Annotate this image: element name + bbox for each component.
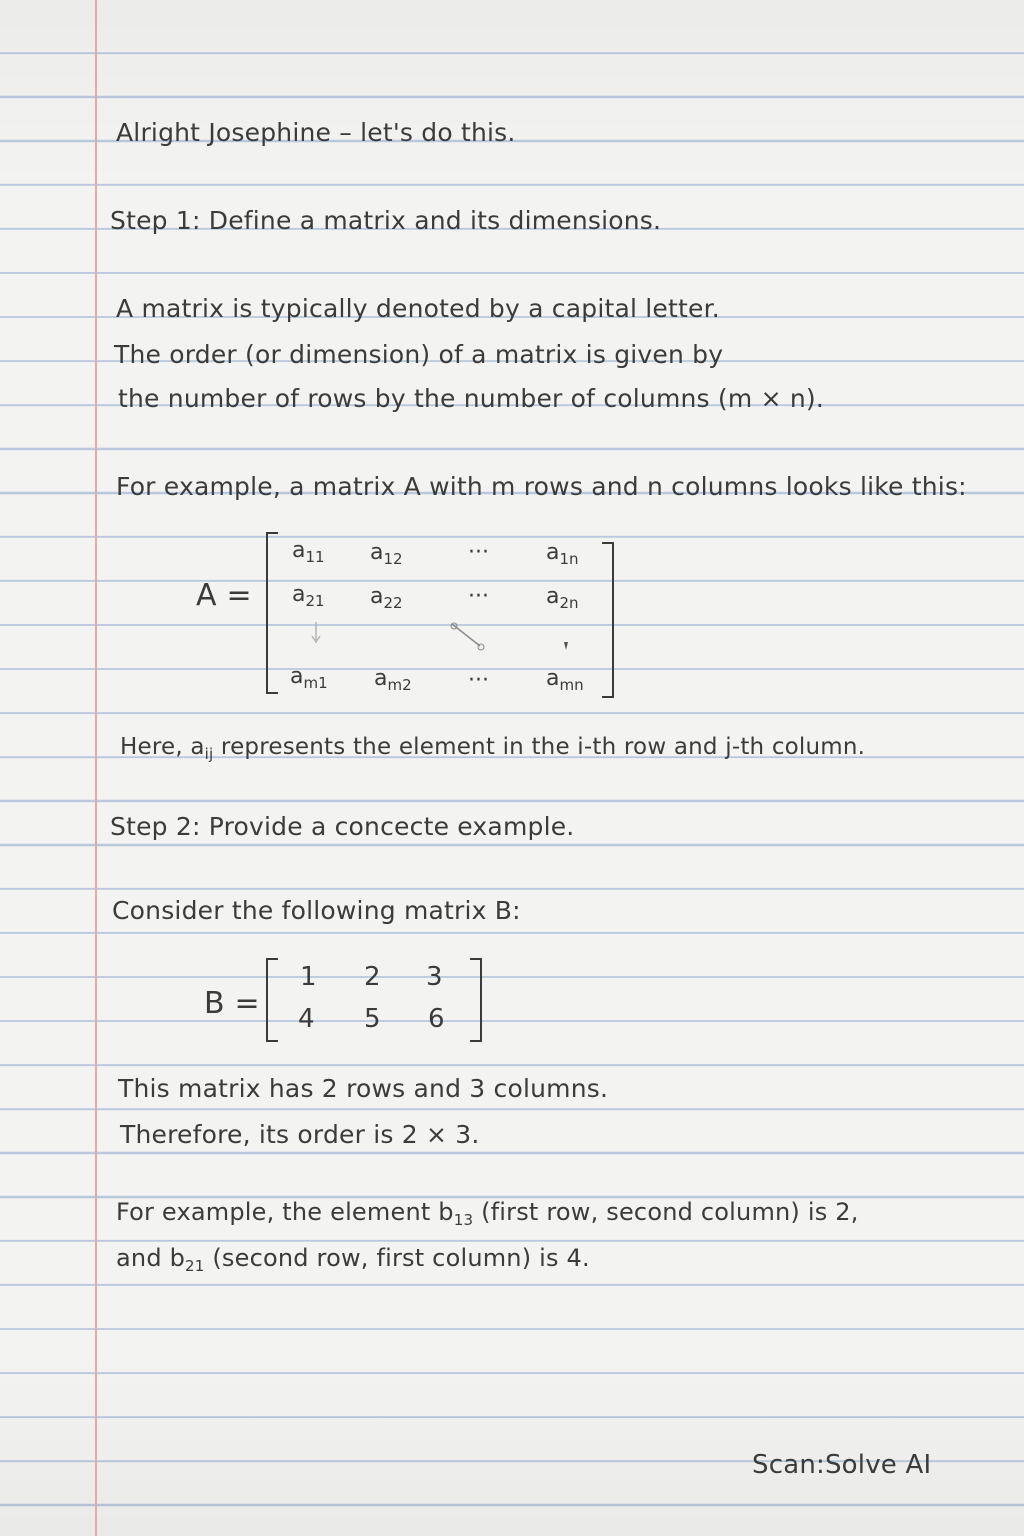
matrix-a-ellipsis-marks xyxy=(300,618,590,662)
matrix-b-cell-1-2: 2 xyxy=(364,962,381,992)
step1-heading: Step 1: Define a matrix and its dimensions. xyxy=(110,206,662,235)
matrix-b-right-bracket xyxy=(470,958,482,1042)
greeting: Alright Josephine – let's do this. xyxy=(116,118,516,147)
consider-line: Consider the following matrix B: xyxy=(112,896,521,925)
matrix-a-cell-1-1: $a_{11}$ xyxy=(292,538,325,566)
matrix-b-cell-2-2: 5 xyxy=(364,1004,381,1034)
margin-line xyxy=(95,0,97,1536)
matrix-a-cell-1-4: $a_{1n}$ xyxy=(546,540,579,568)
matrix-a-cell-1-3: ··· xyxy=(468,540,489,565)
matrix-a-cell-3-1: $a_{m1}$ xyxy=(290,664,328,692)
matrix-a-right-bracket xyxy=(602,542,614,698)
step1-line-2: The order (or dimension) of a matrix is given by xyxy=(114,340,724,369)
element-explanation: Here, $a_{ij}$ represents the element in the i-th row and j-th column. xyxy=(120,734,866,763)
matrix-a-cell-3-2: $a_{m2}$ xyxy=(374,666,412,694)
matrix-a-cell-2-2: $a_{22}$ xyxy=(370,584,403,612)
matrix-b-cell-1-1: 1 xyxy=(300,962,317,992)
element-example-line-1: For example, the element $b_{13}$ (first row, second column) is 2, xyxy=(116,1198,859,1229)
order-line: Therefore, its order is 2 × 3. xyxy=(120,1120,480,1149)
matrix-b-cell-2-1: 4 xyxy=(298,1004,315,1034)
matrix-a-cell-1-2: $a_{12}$ xyxy=(370,540,403,568)
matrix-a-left-bracket xyxy=(266,532,278,694)
example-intro: For example, a matrix A with m rows and n columns looks like this: xyxy=(116,472,967,501)
step2-heading: Step 2: Provide a concecte example. xyxy=(110,812,575,841)
watermark: Scan:Solve AI xyxy=(752,1450,932,1480)
matrix-a-cell-3-4: $a_{mn}$ xyxy=(546,666,584,694)
matrix-a-cell-2-4: $a_{2n}$ xyxy=(546,584,579,612)
step1-line-3: the number of rows by the number of columns (m × n). xyxy=(118,384,825,413)
matrix-a-cell-2-3: ··· xyxy=(468,584,489,609)
matrix-b-label: B = xyxy=(204,986,260,1021)
matrix-b-cell-2-3: 6 xyxy=(428,1004,445,1034)
matrix-a-label: A = xyxy=(196,578,252,613)
rows-columns-line: This matrix has 2 rows and 3 columns. xyxy=(118,1074,609,1103)
matrix-b-cell-1-3: 3 xyxy=(426,962,443,992)
matrix-a-cell-3-3: ··· xyxy=(468,668,489,693)
matrix-b-left-bracket xyxy=(266,958,278,1042)
step1-line-1: A matrix is typically denoted by a capital letter. xyxy=(116,294,720,323)
matrix-a-cell-2-1: $a_{21}$ xyxy=(292,582,325,610)
element-example-line-2: and $b_{21}$ (second row, first column) is 4. xyxy=(116,1244,590,1275)
